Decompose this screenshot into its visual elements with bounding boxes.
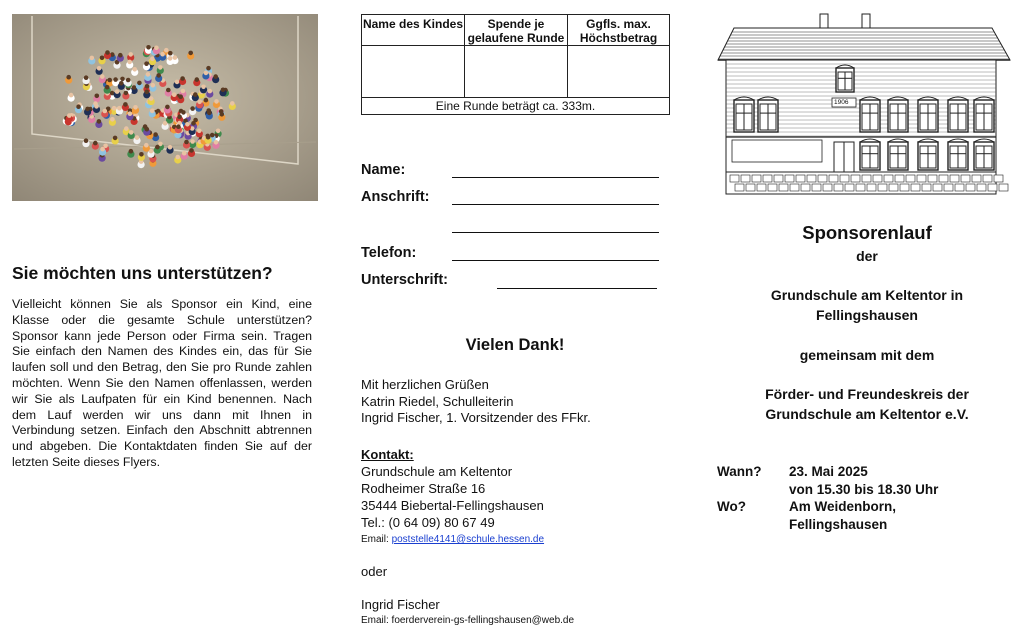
chair-line: Ingrid Fischer, 1. Vorsitzender des FFkr. [361, 410, 591, 425]
contact-city: 35444 Biebertal-Fellingshausen [361, 498, 544, 513]
event-date: 23. Mai 2025 [789, 464, 868, 479]
contact-email-link[interactable]: poststelle4141@schule.hessen.de [391, 534, 545, 545]
contact-email-row [361, 531, 544, 548]
contact-block [361, 446, 544, 548]
table-cell-child-name[interactable] [362, 46, 465, 98]
greeting-line: Mit herzlichen Grüßen [361, 377, 489, 392]
event-place-2: Fellingshausen [789, 516, 888, 532]
alt-contact-block [361, 597, 574, 629]
alt-contact-email: Email: foerderverein-gs-fellingshausen@web.de [361, 615, 575, 626]
table-cell-max[interactable] [568, 46, 670, 98]
building-year: 1906 [834, 99, 849, 106]
contact-school: Grundschule am Keltentor [361, 464, 513, 479]
support-paragraph: Vielleicht können Sie als Sponsor ein Kind, eine Klasse oder die gesamte Schule unterstützen? Sponsor kann jede Person oder Firma sein. Tragen Sie einfach den Namen des Kindes ein, das für Sie laufen soll und den Betrag, den Sie pro Runde zahlen möchten. Wenn Sie den Namen offenlassen, werden wir Sie als Laufpaten für ein Kind benennen. Nach dem Lauf werden wir uns dann mit Ihnen in Verbindung setzen. Einfach den Abschnitt abtrennen und abgeben. Die Kontaktdaten finden Sie auf der letzten Seite dieses Flyers. [12, 297, 312, 469]
where-label: Wo? [717, 499, 746, 514]
form-signature-label: Unterschrift: [361, 272, 449, 288]
form-phone-line[interactable] [452, 260, 659, 261]
flyer-school-line2: Fellingshausen [816, 307, 918, 323]
school-building-drawing [714, 12, 1014, 196]
or-text: oder [361, 564, 388, 579]
children-group-photo [12, 14, 318, 201]
table-cell-donation[interactable] [465, 46, 568, 98]
form-name-label: Name: [361, 162, 406, 178]
flyer-der: der [856, 248, 878, 264]
contact-street: Rodheimer Straße 16 [361, 481, 486, 496]
table-header-child-name: Name des Kindes [362, 15, 465, 46]
table-note: Eine Runde beträgt ca. 333m. [362, 98, 670, 115]
table-header-donation: Spende je gelaufene Runde [465, 15, 568, 46]
form-address-line[interactable] [452, 204, 659, 205]
support-heading: Sie möchten uns unterstützen? [12, 263, 273, 283]
contact-phone: Tel.: (0 64 09) 80 67 49 [361, 515, 495, 530]
sponsor-table [361, 14, 670, 115]
thanks-heading: Vielen Dank! [465, 336, 565, 354]
flyer-title: Sponsorenlauf [802, 222, 932, 243]
form-name-line[interactable] [452, 177, 659, 178]
form-address-label: Anschrift: [361, 189, 430, 205]
flyer-together: gemeinsam mit dem [799, 347, 935, 363]
principal-line: Katrin Riedel, Schulleiterin [361, 393, 514, 409]
contact-email-label: Email: [361, 534, 392, 545]
flyer-school-line1: Grundschule am Keltentor in [770, 287, 964, 303]
contact-heading: Kontakt: [361, 447, 414, 462]
form-phone-label: Telefon: [361, 245, 417, 261]
table-header-max: Ggfls. max. Höchstbetrag [568, 15, 670, 46]
form-signature-line[interactable] [497, 288, 657, 289]
event-details [717, 463, 938, 533]
alt-contact-name: Ingrid Fischer [361, 597, 440, 612]
flyer-assoc-line2: Grundschule am Keltentor e.V. [765, 406, 969, 422]
flyer-assoc-line1: Förder- und Freundeskreis der [765, 386, 969, 402]
when-label: Wann? [717, 464, 762, 479]
greeting-block [361, 377, 591, 427]
event-place-1: Am Weidenborn, [789, 499, 897, 514]
event-time: von 15.30 bis 18.30 Uhr [789, 481, 939, 497]
form-address-line-2[interactable] [452, 232, 659, 233]
